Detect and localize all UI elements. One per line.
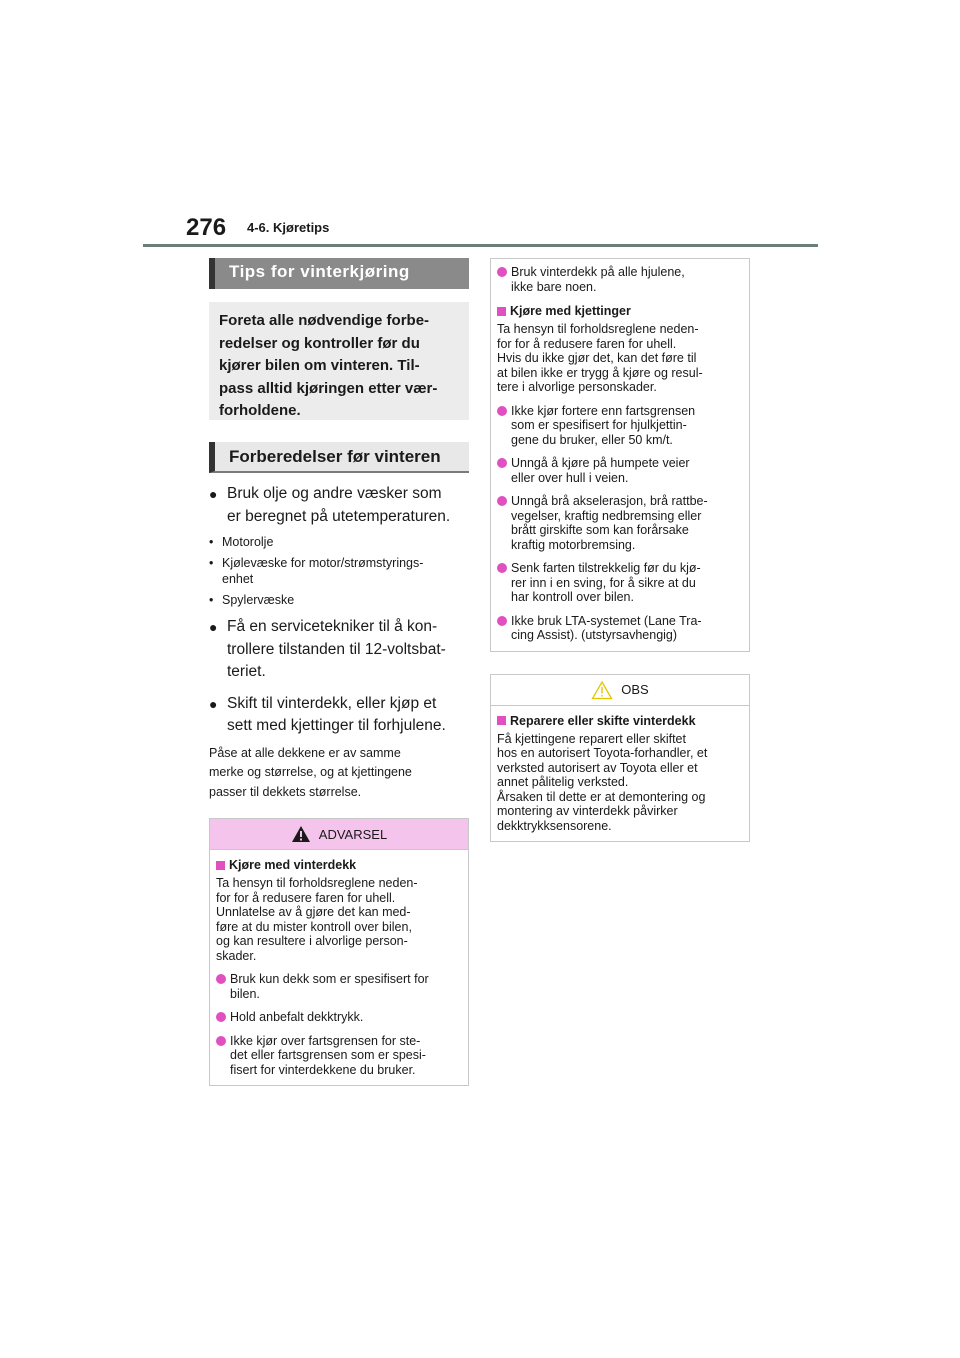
bullet-icon: ● bbox=[209, 619, 218, 635]
text-line: Ikke kjør over fartsgrensen for ste- bbox=[230, 1033, 421, 1048]
text-line: for for å redusere faren for uhell. bbox=[497, 336, 677, 351]
notice-header bbox=[491, 675, 749, 706]
intro-line: kjører bilen om vinteren. Til- bbox=[219, 357, 420, 374]
chains-text bbox=[497, 322, 743, 395]
caution-triangle-outline-icon bbox=[591, 680, 613, 700]
text-line: føre at du mister kontroll over bilen, bbox=[216, 919, 412, 934]
list-item bbox=[497, 494, 743, 552]
square-bullet-icon bbox=[497, 716, 506, 725]
list-item bbox=[216, 1010, 462, 1025]
notice-subtitle bbox=[497, 714, 743, 728]
text-line: ikke bare noen. bbox=[511, 279, 597, 294]
bullet-icon: ● bbox=[209, 695, 218, 712]
text-line: Årsaken til dette er at demontering og bbox=[497, 789, 706, 804]
notice-label: OBS bbox=[621, 682, 649, 697]
fluid-list bbox=[209, 534, 469, 608]
warning-body bbox=[210, 850, 468, 1085]
text-line: Unngå brå akselerasjon, brå rattbe- bbox=[511, 494, 708, 508]
warning-header bbox=[210, 819, 468, 850]
text-line: Skift til vinterdekk, eller kjøp et bbox=[227, 694, 437, 712]
text-line: er beregnet på utetemperaturen. bbox=[227, 507, 451, 525]
tire-paragraph bbox=[209, 744, 469, 803]
list-item bbox=[209, 616, 469, 684]
text-line: Ikke kjør fortere enn fartsgrensen bbox=[511, 403, 696, 418]
notice-body bbox=[491, 706, 749, 842]
text-line: skader. bbox=[216, 948, 257, 963]
circle-bullet-icon bbox=[216, 974, 226, 984]
list-item bbox=[209, 555, 469, 587]
right-column bbox=[490, 258, 750, 842]
text-line: cing Assist). (utstyrsavhengig) bbox=[511, 628, 678, 642]
text-line: montering av vinterdekk påvirker bbox=[497, 804, 678, 818]
text-line: Bruk olje og andre væsker som bbox=[227, 485, 442, 502]
warning-subtitle bbox=[216, 858, 462, 872]
text-line: Få en servicetekniker til å kon- bbox=[227, 618, 438, 635]
text-line: gene du bruker, eller 50 km/t. bbox=[511, 432, 673, 447]
circle-bullet-icon bbox=[216, 1036, 226, 1046]
notice-text bbox=[497, 732, 743, 834]
text-line: Bruk kun dekk som er spesifisert for bbox=[230, 972, 429, 986]
intro-line: forholdene. bbox=[219, 402, 301, 419]
text-line: Hvis du ikke gjør det, kan det føre til bbox=[497, 351, 697, 365]
left-column bbox=[209, 258, 469, 1086]
list-item bbox=[216, 972, 462, 1001]
intro-line: pass alltid kjøringen etter vær- bbox=[219, 379, 438, 397]
text-line: teriet. bbox=[227, 663, 266, 680]
text-line: verksted autorisert av Toyota eller et bbox=[497, 760, 698, 775]
circle-bullet-icon bbox=[497, 267, 507, 277]
text-line: brått girskifte som kan forårsake bbox=[511, 523, 689, 537]
subtitle-text: Kjøre med kjettinger bbox=[510, 304, 631, 318]
list-item bbox=[209, 483, 469, 528]
text-line: eller over hull i veien. bbox=[511, 470, 629, 485]
text-line: passer til dekkets størrelse. bbox=[209, 784, 362, 799]
list-item bbox=[209, 534, 469, 550]
notice-box bbox=[490, 674, 750, 843]
text-line: bilen. bbox=[230, 986, 260, 1001]
text-line: det eller fartsgrensen som er spesi- bbox=[230, 1048, 426, 1062]
list-item bbox=[497, 561, 743, 605]
text-line: tere i alvorlige personskader. bbox=[497, 380, 657, 394]
intro-box bbox=[209, 302, 469, 420]
small-bullet-icon: • bbox=[209, 556, 214, 570]
list-item bbox=[497, 265, 743, 294]
text-line: fisert for vinterdekkene du bruker. bbox=[230, 1062, 416, 1077]
text-line: Ta hensyn til forholdsreglene neden- bbox=[216, 876, 418, 890]
warning-box bbox=[209, 818, 469, 1086]
list-item bbox=[209, 693, 469, 738]
text-line: og kan resultere i alvorlige person- bbox=[216, 934, 408, 948]
intro-line: Foreta alle nødvendige forbe- bbox=[219, 312, 430, 329]
circle-bullet-icon bbox=[497, 406, 507, 416]
chapter-title: 4-6. Kjøretips bbox=[247, 220, 330, 235]
small-bullet-icon: • bbox=[209, 535, 214, 549]
text-line: Senk farten tilstrekkelig før du kjø- bbox=[511, 561, 701, 575]
small-bullet-icon: • bbox=[209, 593, 214, 607]
warning-label: ADVARSEL bbox=[318, 826, 388, 842]
text-line: Bruk vinterdekk på alle hjulene, bbox=[511, 265, 685, 279]
circle-bullet-icon bbox=[497, 458, 507, 468]
text-line: Motorolje bbox=[222, 535, 274, 549]
list-item bbox=[497, 404, 743, 448]
intro-line: redelser og kontroller før du bbox=[219, 334, 420, 352]
circle-bullet-icon bbox=[497, 563, 507, 573]
circle-bullet-icon bbox=[216, 1012, 226, 1022]
text-line: Spylervæske bbox=[222, 593, 295, 607]
text-line: Ikke bruk LTA-systemet (Lane Tra- bbox=[511, 613, 702, 628]
section-title: Tips for vinterkjøring bbox=[209, 258, 469, 289]
text-line: Unnlatelse av å gjøre det kan med- bbox=[216, 905, 411, 919]
text-line: enhet bbox=[222, 572, 254, 586]
text-line: for for å redusere faren for uhell. bbox=[216, 890, 396, 905]
text-line: kraftig motorbremsing. bbox=[511, 537, 636, 552]
text-line: rer inn i en sving, for å sikre at du bbox=[511, 575, 696, 590]
text-line: vegelser, kraftig nedbremsing eller bbox=[511, 508, 702, 523]
text-line: dekktrykksensorene. bbox=[497, 818, 612, 833]
text-line: merke og størrelse, og at kjettingene bbox=[209, 765, 412, 779]
text-line: Kjølevæske for motor/strømstyrings- bbox=[222, 556, 424, 570]
square-bullet-icon bbox=[216, 861, 225, 870]
warning-body-continued bbox=[491, 259, 749, 651]
subtitle-text: Kjøre med vinterdekk bbox=[229, 858, 357, 872]
text-line: som er spesifisert for hjulkjettin- bbox=[511, 418, 687, 432]
text-line: annet pålitelig verksted. bbox=[497, 775, 629, 789]
text-line: har kontroll over bilen. bbox=[511, 590, 634, 604]
list-item bbox=[216, 1034, 462, 1078]
list-item bbox=[497, 456, 743, 485]
text-line: Unngå å kjøre på humpete veier bbox=[511, 456, 690, 470]
header-rule bbox=[143, 244, 818, 247]
warning-text bbox=[216, 876, 462, 963]
chains-subtitle bbox=[497, 304, 743, 318]
list-item bbox=[209, 592, 469, 608]
bullet-icon: ● bbox=[209, 486, 218, 502]
square-bullet-icon bbox=[497, 307, 506, 316]
text-line: sett med kjettinger til forhjulene. bbox=[227, 717, 446, 734]
list-item bbox=[497, 614, 743, 643]
subtitle-text: Reparere eller skifte vinterdekk bbox=[510, 713, 696, 728]
circle-bullet-icon bbox=[497, 496, 507, 506]
subsection-title: Forberedelser før vinteren bbox=[209, 442, 469, 473]
text-line: Påse at alle dekkene er av samme bbox=[209, 745, 401, 760]
warning-box-continued bbox=[490, 258, 750, 652]
page-number: 276 bbox=[186, 214, 227, 241]
text-line: hos en autorisert Toyota-forhandler, et bbox=[497, 746, 708, 760]
text-line: Hold anbefalt dekktrykk. bbox=[230, 1010, 364, 1024]
text-line: at bilen ikke er trygg å kjøre og resul- bbox=[497, 365, 703, 380]
circle-bullet-icon bbox=[497, 616, 507, 626]
text-line: Ta hensyn til forholdsreglene neden- bbox=[497, 322, 699, 336]
text-line: trollere tilstanden til 12-voltsbat- bbox=[227, 640, 446, 658]
warning-triangle-icon bbox=[291, 825, 311, 843]
text-line: Få kjettingene reparert eller skiftet bbox=[497, 731, 686, 746]
